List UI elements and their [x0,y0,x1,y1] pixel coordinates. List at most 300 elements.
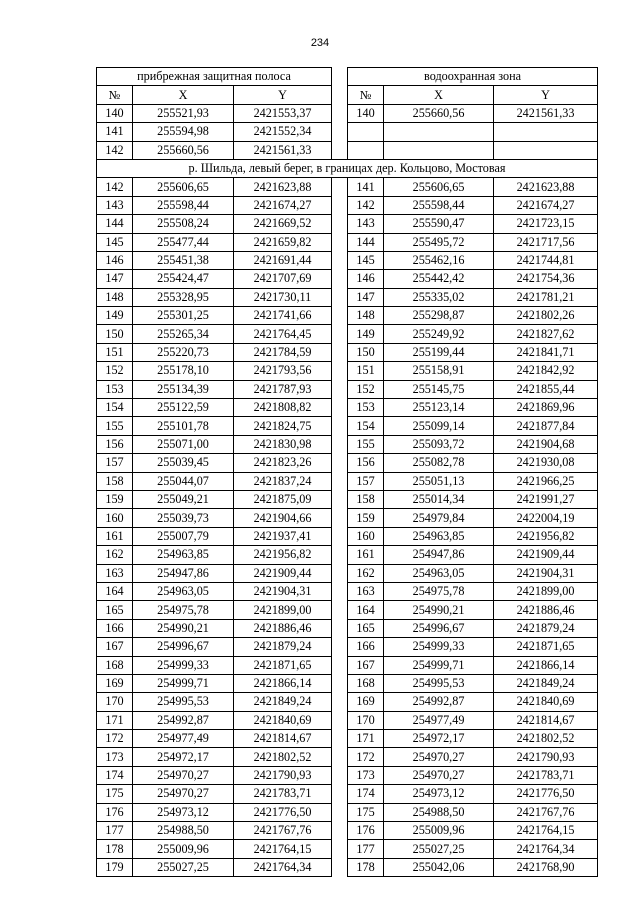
left-y-cell: 2421659,82 [234,233,332,251]
column-gap [332,68,348,86]
right-num-cell: 140 [348,104,384,122]
right-num-cell [348,141,384,159]
right-x-cell: 255093,72 [384,435,494,453]
left-num-header: № [97,86,133,104]
right-x-cell: 254999,33 [384,638,494,656]
column-gap [332,785,348,803]
left-num-cell: 158 [97,472,133,490]
left-num-cell: 150 [97,325,133,343]
left-y-cell: 2421561,33 [234,141,332,159]
top-coordinate-row [97,123,598,141]
right-y-cell: 2421790,93 [494,748,598,766]
right-num-cell: 155 [348,435,384,453]
right-x-cell [384,141,494,159]
right-x-cell: 254992,87 [384,693,494,711]
left-y-cell: 2421767,76 [234,822,332,840]
left-num-cell: 154 [97,399,133,417]
column-gap [332,196,348,214]
coordinate-row [97,196,598,214]
section-title: р. Шильда, левый берег, в границах дер. Кольцово, Мостовая [97,159,598,177]
left-num-cell: 178 [97,840,133,858]
left-x-cell: 255598,44 [133,196,234,214]
right-x-cell: 255590,47 [384,215,494,233]
left-y-cell: 2421849,24 [234,693,332,711]
column-gap [332,215,348,233]
left-y-cell: 2421837,24 [234,472,332,490]
right-x-cell: 255249,92 [384,325,494,343]
right-x-cell: 255606,65 [384,178,494,196]
left-num-cell: 161 [97,527,133,545]
left-num-cell: 168 [97,656,133,674]
coordinate-row [97,270,598,288]
left-x-cell: 254990,21 [133,619,234,637]
coordinate-row [97,748,598,766]
right-y-cell: 2421930,08 [494,454,598,472]
coordinate-row [97,251,598,269]
right-y-cell: 2421783,71 [494,766,598,784]
left-y-cell: 2421784,59 [234,343,332,361]
right-y-cell: 2421717,56 [494,233,598,251]
left-y-cell: 2421674,27 [234,196,332,214]
right-num-cell: 149 [348,325,384,343]
page-number: 234 [310,37,330,49]
right-y-cell: 2421877,84 [494,417,598,435]
left-x-cell: 255660,56 [133,141,234,159]
left-y-cell: 2421823,26 [234,454,332,472]
left-x-cell: 254970,27 [133,766,234,784]
right-x-cell: 254979,84 [384,509,494,527]
left-x-cell: 255039,73 [133,509,234,527]
right-zone-header: водоохранная зона [348,68,598,86]
coordinate-row [97,454,598,472]
coordinate-row [97,582,598,600]
left-num-cell: 160 [97,509,133,527]
right-y-cell: 2421899,00 [494,582,598,600]
right-num-cell: 167 [348,656,384,674]
left-x-cell: 254970,27 [133,785,234,803]
left-y-cell: 2421904,31 [234,582,332,600]
left-num-cell: 163 [97,564,133,582]
right-y-cell: 2421886,46 [494,601,598,619]
coordinate-row [97,619,598,637]
left-x-cell: 255039,45 [133,454,234,472]
left-num-cell: 142 [97,178,133,196]
column-gap [332,803,348,821]
right-num-cell: 152 [348,380,384,398]
left-y-cell: 2421886,46 [234,619,332,637]
column-gap [332,233,348,251]
left-y-cell: 2421909,44 [234,564,332,582]
coordinate-row [97,656,598,674]
column-header-row [97,86,598,104]
right-y-cell: 2421871,65 [494,638,598,656]
left-num-cell: 166 [97,619,133,637]
left-y-cell: 2421707,69 [234,270,332,288]
coordinates-table-body [97,68,598,877]
coordinate-row [97,472,598,490]
coordinate-row [97,822,598,840]
coordinate-row [97,674,598,692]
left-y-header: Y [234,86,332,104]
left-y-cell: 2421783,71 [234,785,332,803]
column-gap [332,123,348,141]
right-x-cell: 255158,91 [384,362,494,380]
left-x-cell: 254963,85 [133,546,234,564]
column-gap [332,601,348,619]
left-x-cell: 255328,95 [133,288,234,306]
left-y-cell: 2421866,14 [234,674,332,692]
right-y-cell: 2421827,62 [494,325,598,343]
right-y-cell [494,123,598,141]
right-y-cell: 2421674,27 [494,196,598,214]
right-x-cell: 254999,71 [384,656,494,674]
column-gap [332,730,348,748]
left-num-cell: 171 [97,711,133,729]
left-num-cell: 152 [97,362,133,380]
right-num-cell: 147 [348,288,384,306]
right-x-cell: 254975,78 [384,582,494,600]
left-x-cell: 255424,47 [133,270,234,288]
right-y-cell: 2421764,15 [494,822,598,840]
left-x-cell: 255049,21 [133,490,234,508]
right-x-cell: 255042,06 [384,858,494,876]
coordinate-row [97,693,598,711]
left-num-cell: 170 [97,693,133,711]
right-num-cell: 166 [348,638,384,656]
column-gap [332,362,348,380]
left-y-cell: 2421830,98 [234,435,332,453]
right-x-cell: 254973,12 [384,785,494,803]
right-num-cell: 178 [348,858,384,876]
left-x-cell: 255122,59 [133,399,234,417]
left-y-cell: 2421840,69 [234,711,332,729]
right-y-cell: 2421991,27 [494,490,598,508]
right-y-cell: 2421866,14 [494,656,598,674]
left-x-cell: 255178,10 [133,362,234,380]
right-x-cell: 254947,86 [384,546,494,564]
right-num-header: № [348,86,384,104]
right-num-cell: 170 [348,711,384,729]
right-x-cell: 255145,75 [384,380,494,398]
right-num-cell: 142 [348,196,384,214]
left-num-cell: 151 [97,343,133,361]
left-x-cell: 255044,07 [133,472,234,490]
column-gap [332,454,348,472]
left-x-cell: 255594,98 [133,123,234,141]
column-gap [332,417,348,435]
right-y-cell: 2421840,69 [494,693,598,711]
column-gap [332,582,348,600]
left-num-cell: 159 [97,490,133,508]
right-num-cell: 176 [348,822,384,840]
left-num-cell: 177 [97,822,133,840]
coordinates-table [96,67,598,877]
column-gap [332,435,348,453]
column-gap [332,509,348,527]
left-y-cell: 2421808,82 [234,399,332,417]
right-num-cell [348,123,384,141]
left-y-cell: 2421730,11 [234,288,332,306]
left-x-cell: 255007,79 [133,527,234,545]
right-num-cell: 165 [348,619,384,637]
left-y-cell: 2421802,52 [234,748,332,766]
right-x-cell: 254977,49 [384,711,494,729]
right-num-cell: 158 [348,490,384,508]
right-num-cell: 173 [348,766,384,784]
right-num-cell: 160 [348,527,384,545]
left-x-cell: 254977,49 [133,730,234,748]
left-y-cell: 2421776,50 [234,803,332,821]
left-num-cell: 142 [97,141,133,159]
left-x-cell: 254947,86 [133,564,234,582]
right-y-cell: 2421561,33 [494,104,598,122]
right-y-cell [494,141,598,159]
left-zone-header: прибрежная защитная полоса [97,68,332,86]
right-x-cell: 255598,44 [384,196,494,214]
right-y-cell: 2421768,90 [494,858,598,876]
right-x-cell: 255335,02 [384,288,494,306]
left-x-cell: 254963,05 [133,582,234,600]
column-gap [332,141,348,159]
column-gap [332,656,348,674]
right-num-cell: 156 [348,454,384,472]
right-num-cell: 169 [348,693,384,711]
right-x-cell: 255014,34 [384,490,494,508]
coordinate-row [97,380,598,398]
column-gap [332,251,348,269]
left-y-cell: 2421871,65 [234,656,332,674]
left-num-cell: 169 [97,674,133,692]
left-x-cell: 254999,71 [133,674,234,692]
right-num-cell: 154 [348,417,384,435]
right-x-cell: 255462,16 [384,251,494,269]
coordinate-row [97,711,598,729]
left-num-cell: 141 [97,123,133,141]
left-x-cell: 255301,25 [133,307,234,325]
right-y-cell: 2421776,50 [494,785,598,803]
right-x-cell: 255027,25 [384,840,494,858]
column-gap [332,711,348,729]
left-y-cell: 2421669,52 [234,215,332,233]
coordinate-row [97,307,598,325]
left-x-cell: 255009,96 [133,840,234,858]
right-num-cell: 172 [348,748,384,766]
left-num-cell: 148 [97,288,133,306]
right-x-cell [384,123,494,141]
coordinate-row [97,435,598,453]
right-num-cell: 163 [348,582,384,600]
zone-header-row [97,68,598,86]
right-x-cell: 255099,14 [384,417,494,435]
coordinate-row [97,178,598,196]
right-x-cell: 254963,85 [384,527,494,545]
right-x-cell: 254963,05 [384,564,494,582]
coordinate-row [97,509,598,527]
coordinate-row [97,766,598,784]
right-y-cell: 2421814,67 [494,711,598,729]
left-num-cell: 179 [97,858,133,876]
column-gap [332,399,348,417]
coordinate-row [97,288,598,306]
left-num-cell: 157 [97,454,133,472]
right-num-cell: 157 [348,472,384,490]
left-x-cell: 254996,67 [133,638,234,656]
left-num-cell: 174 [97,766,133,784]
left-num-cell: 144 [97,215,133,233]
right-x-cell: 254972,17 [384,730,494,748]
coordinate-row [97,343,598,361]
left-y-cell: 2421790,93 [234,766,332,784]
left-num-cell: 162 [97,546,133,564]
left-y-cell: 2421764,45 [234,325,332,343]
right-num-cell: 171 [348,730,384,748]
coordinate-row [97,417,598,435]
coordinate-row [97,362,598,380]
left-x-cell: 254992,87 [133,711,234,729]
right-y-cell: 2421781,21 [494,288,598,306]
right-num-cell: 168 [348,674,384,692]
column-gap [332,674,348,692]
left-x-cell: 255071,00 [133,435,234,453]
column-gap [332,527,348,545]
left-num-cell: 173 [97,748,133,766]
left-y-cell: 2421937,41 [234,527,332,545]
right-y-cell: 2421754,36 [494,270,598,288]
right-num-cell: 175 [348,803,384,821]
left-y-cell: 2421956,82 [234,546,332,564]
right-num-cell: 141 [348,178,384,196]
coordinate-row [97,325,598,343]
left-x-cell: 255451,38 [133,251,234,269]
right-x-cell: 255123,14 [384,399,494,417]
coordinate-row [97,840,598,858]
coordinate-row [97,601,598,619]
column-gap [332,490,348,508]
left-num-cell: 147 [97,270,133,288]
right-x-cell: 254990,21 [384,601,494,619]
left-num-cell: 167 [97,638,133,656]
left-y-cell: 2421899,00 [234,601,332,619]
column-gap [332,307,348,325]
left-x-header: X [133,86,234,104]
column-gap [332,748,348,766]
right-y-cell: 2421909,44 [494,546,598,564]
left-x-cell: 255220,73 [133,343,234,361]
left-y-cell: 2421875,09 [234,490,332,508]
column-gap [332,822,348,840]
right-num-cell: 150 [348,343,384,361]
right-y-cell: 2421764,34 [494,840,598,858]
left-x-cell: 254972,17 [133,748,234,766]
right-num-cell: 162 [348,564,384,582]
left-num-cell: 145 [97,233,133,251]
column-gap [332,86,348,104]
coordinate-row [97,730,598,748]
right-x-cell: 254995,53 [384,674,494,692]
right-y-cell: 2421904,31 [494,564,598,582]
right-num-cell: 177 [348,840,384,858]
left-num-cell: 175 [97,785,133,803]
left-x-cell: 254999,33 [133,656,234,674]
column-gap [332,564,348,582]
column-gap [332,766,348,784]
left-y-cell: 2421764,34 [234,858,332,876]
right-x-cell: 254970,27 [384,766,494,784]
right-y-cell: 2421842,92 [494,362,598,380]
left-y-cell: 2421787,93 [234,380,332,398]
right-y-cell: 2421849,24 [494,674,598,692]
column-gap [332,858,348,876]
top-coordinate-row [97,141,598,159]
right-y-cell: 2421841,71 [494,343,598,361]
coordinate-row [97,638,598,656]
column-gap [332,638,348,656]
right-x-cell: 255298,87 [384,307,494,325]
left-y-cell: 2421879,24 [234,638,332,656]
coordinate-row [97,546,598,564]
left-num-cell: 165 [97,601,133,619]
column-gap [332,472,348,490]
left-num-cell: 149 [97,307,133,325]
column-gap [332,288,348,306]
left-x-cell: 255134,39 [133,380,234,398]
left-x-cell: 255521,93 [133,104,234,122]
left-x-cell: 255101,78 [133,417,234,435]
column-gap [332,840,348,858]
left-x-cell: 254995,53 [133,693,234,711]
right-y-cell: 2421802,26 [494,307,598,325]
right-y-cell: 2421869,96 [494,399,598,417]
left-x-cell: 255508,24 [133,215,234,233]
right-y-cell: 2421855,44 [494,380,598,398]
section-title-row [97,159,598,177]
coordinate-row [97,215,598,233]
column-gap [332,325,348,343]
column-gap [332,546,348,564]
left-num-cell: 176 [97,803,133,821]
right-x-cell: 254988,50 [384,803,494,821]
right-y-cell: 2421723,15 [494,215,598,233]
top-coordinate-row [97,104,598,122]
right-num-cell: 143 [348,215,384,233]
column-gap [332,270,348,288]
coordinate-row [97,785,598,803]
left-num-cell: 153 [97,380,133,398]
column-gap [332,104,348,122]
coordinate-row [97,527,598,545]
right-num-cell: 144 [348,233,384,251]
right-num-cell: 153 [348,399,384,417]
left-x-cell: 254973,12 [133,803,234,821]
coordinate-row [97,858,598,876]
right-y-cell: 2422004,19 [494,509,598,527]
right-x-cell: 254996,67 [384,619,494,637]
left-y-cell: 2421904,66 [234,509,332,527]
left-x-cell: 254988,50 [133,822,234,840]
right-y-cell: 2421802,52 [494,730,598,748]
left-y-cell: 2421741,66 [234,307,332,325]
left-y-cell: 2421793,56 [234,362,332,380]
right-y-cell: 2421879,24 [494,619,598,637]
coordinate-row [97,399,598,417]
right-num-cell: 159 [348,509,384,527]
right-x-cell: 254970,27 [384,748,494,766]
right-num-cell: 148 [348,307,384,325]
right-y-cell: 2421904,68 [494,435,598,453]
left-num-cell: 146 [97,251,133,269]
column-gap [332,693,348,711]
left-num-cell: 172 [97,730,133,748]
